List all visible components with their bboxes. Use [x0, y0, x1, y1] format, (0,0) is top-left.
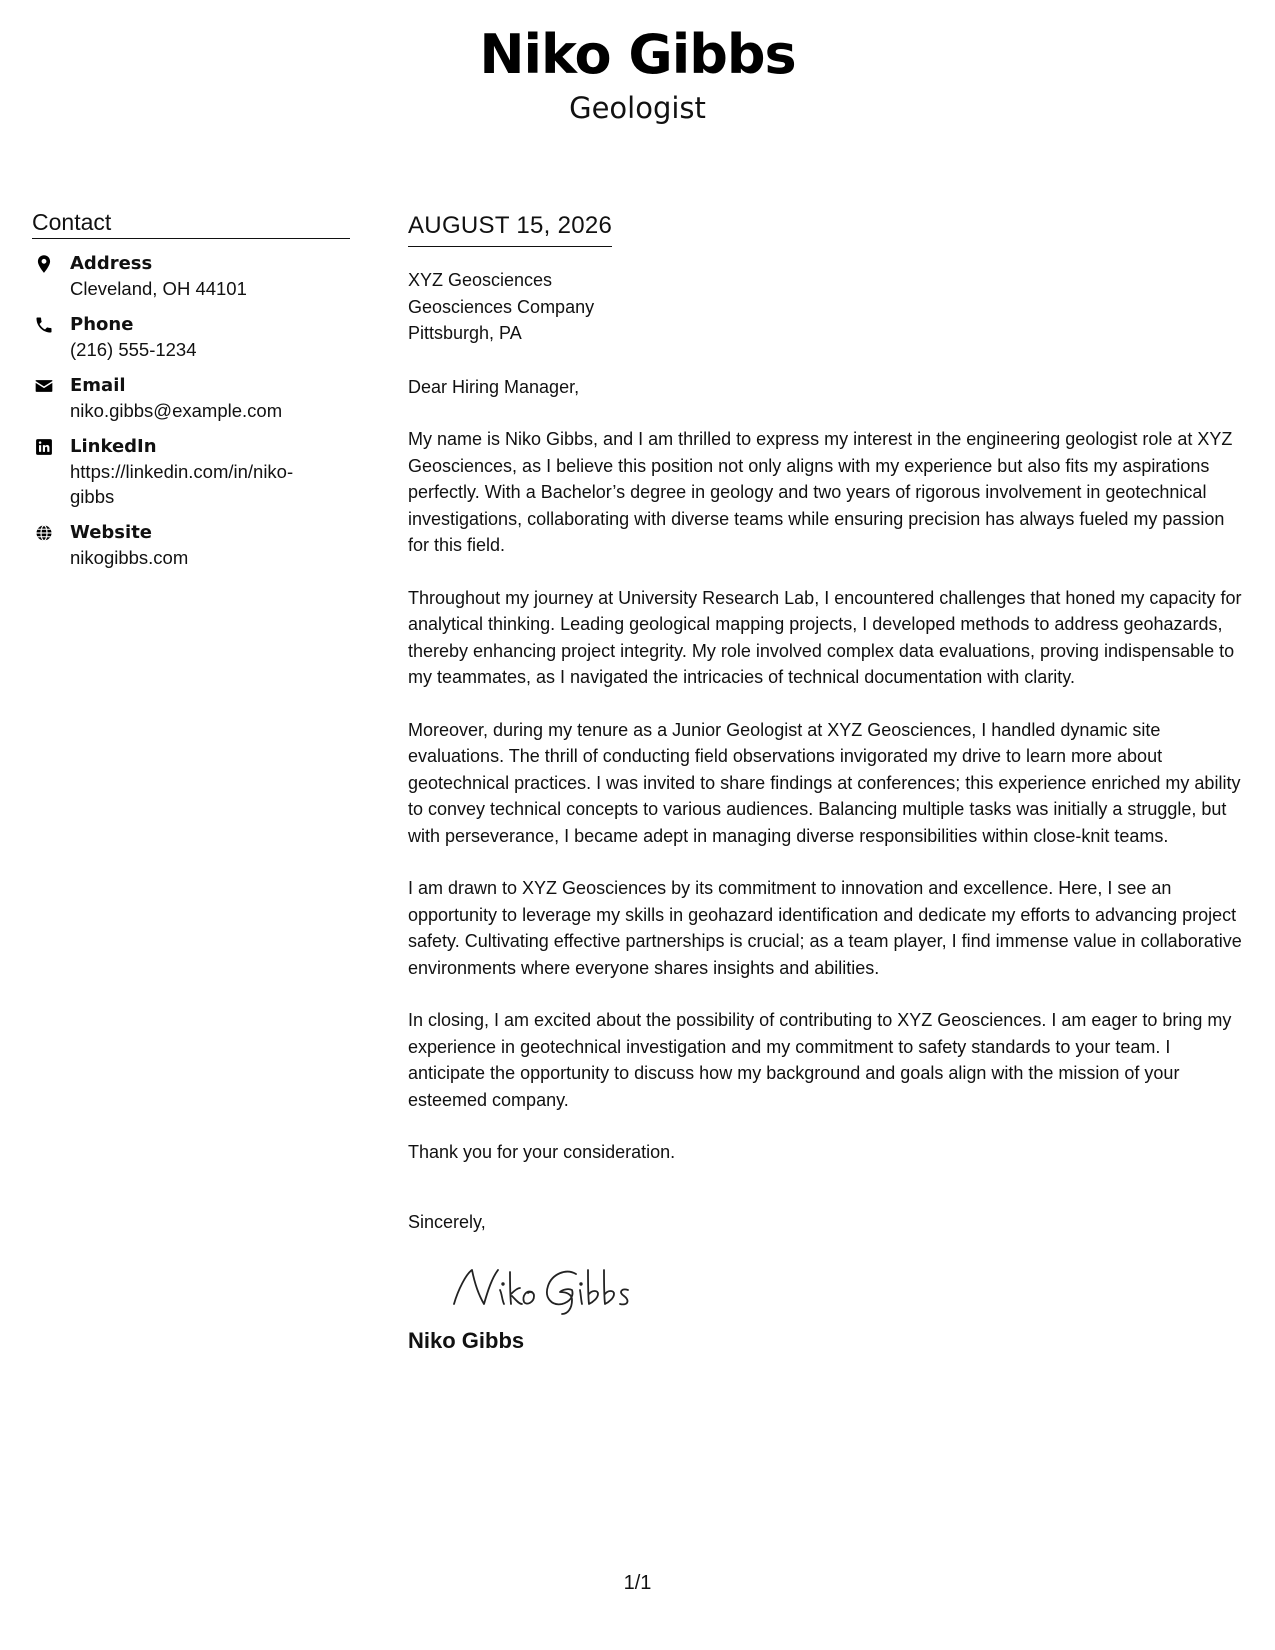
paragraph: I am drawn to XYZ Geosciences by its commitment to innovation and excellence. Here, I see an opportunity to leverage my skills in geohazard identification and dedicate my efforts to advancing project safety. Cultivating effective partnerships is crucial; as a team player, I find immense value in collaborative environments where everyone shares insights and abilities.: [408, 878, 1242, 978]
contact-email: [32, 373, 350, 423]
website-value[interactable]: nikogibbs.com: [70, 547, 189, 568]
handwritten-signature: [448, 1260, 1248, 1318]
recipient-line: XYZ Geosciences: [408, 270, 553, 290]
recipient-line: Pittsburgh, PA: [408, 323, 522, 343]
applicant-role: Geologist: [569, 91, 706, 125]
paragraph: Throughout my journey at University Research Lab, I encountered challenges that honed my capacity for analytical thinking. Leading geological mapping projects, I developed methods to address geohazards, thereby enhancing project integrity. My role involved complex data evaluations, proving indispensable to my teammates, as I navigated the intricacies of technical documentation with clarity.: [408, 587, 1242, 687]
contact-linkedin: [32, 434, 350, 509]
email-value[interactable]: niko.gibbs@example.com: [70, 400, 283, 421]
page-number: 1/1: [623, 1572, 652, 1594]
contact-label: Phone: [70, 314, 134, 335]
signer-name: Niko Gibbs: [408, 1328, 525, 1353]
envelope-icon: [34, 376, 54, 396]
address-value: Cleveland, OH 44101: [70, 278, 247, 299]
contact-label: LinkedIn: [70, 436, 157, 457]
contact-heading: Contact: [32, 208, 350, 239]
letter-date: AUGUST 15, 2026: [408, 210, 612, 247]
globe-icon: [34, 523, 54, 543]
paragraph: My name is Niko Gibbs, and I am thrilled to express my interest in the engineering geologist role at XYZ Geosciences, as I believe this position not only aligns with my experience but also fits my aspirations perfectly. With a Bachelor’s degree in geology and two years of rigorous involvement in geotechnical investigations, collaborating with diverse teams while ensuring precision has always fueled my passion for this field.: [408, 429, 1233, 555]
phone-icon: [34, 315, 54, 335]
linkedin-icon: [34, 437, 54, 457]
letter-body: [408, 210, 1248, 1356]
map-pin-icon: [34, 254, 54, 274]
salutation: Dear Hiring Manager,: [408, 376, 580, 397]
paragraph: Moreover, during my tenure as a Junior Geologist at XYZ Geosciences, I handled dynamic site evaluations. The thrill of conducting field observations invigorated my drive to learn more about geotechnical practices. I was invited to share findings at conferences; this experience enriched my ability to convey technical concepts to various audiences. Balancing multiple tasks was initially a struggle, but with perseverance, I became adept in managing diverse responsibilities within close-knit teams.: [408, 719, 1241, 846]
contact-phone: [32, 312, 350, 362]
contact-label: Email: [70, 375, 126, 396]
contact-label: Address: [70, 253, 153, 274]
phone-value: (216) 555-1234: [70, 339, 197, 360]
contact-address: [32, 251, 350, 301]
contact-website: [32, 520, 350, 570]
closing: Sincerely,: [408, 1211, 486, 1232]
recipient-block: [408, 267, 1248, 347]
recipient-line: Geosciences Company: [408, 296, 595, 317]
letter-header: [0, 20, 1275, 126]
contact-sidebar: [32, 208, 350, 581]
paragraph: In closing, I am excited about the possibility of contributing to XYZ Geosciences. I am eager to bring my experience in geotechnical investigation and my commitment to safety standards to your team. I anticipate the opportunity to discuss how my background and goals align with the mission of your esteemed company.: [408, 1010, 1232, 1110]
thanks-line: Thank you for your consideration.: [408, 1142, 676, 1162]
contact-label: Website: [70, 522, 153, 543]
linkedin-value[interactable]: https://linkedin.com/in/niko-gibbs: [70, 461, 294, 507]
applicant-name: Niko Gibbs: [479, 23, 796, 86]
signature-image: [448, 1260, 658, 1318]
